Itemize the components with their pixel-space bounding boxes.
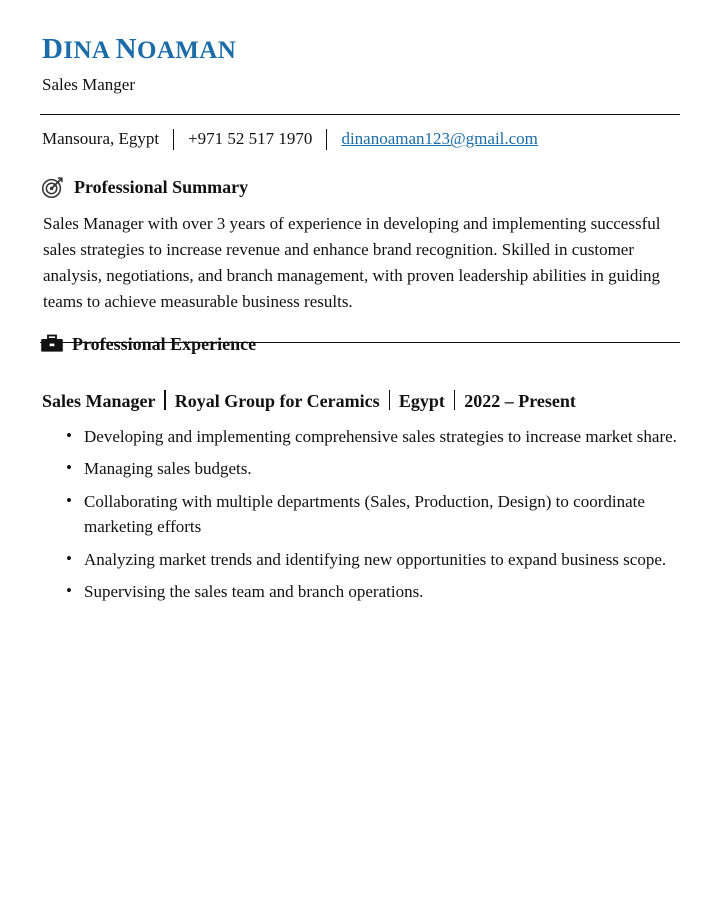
candidate-name <box>42 34 680 66</box>
list-item: • Collaborating with multiple departments (Sales, Production, Design) to coordinate marketing efforts <box>66 489 680 540</box>
experience-section-title: Professional Experience <box>72 334 257 355</box>
contact-location: Mansoura, Egypt <box>42 129 160 149</box>
summary-section-title: Professional Summary <box>74 177 249 198</box>
section-professional-summary <box>40 176 680 316</box>
summary-heading-row <box>40 176 680 200</box>
contact-row <box>40 129 680 150</box>
job-dates: 2022 – Present <box>464 390 576 411</box>
name-initial-d: D <box>42 33 64 65</box>
list-item: • Developing and implementing comprehensive sales strategies to increase market share. <box>66 424 680 450</box>
briefcase-icon <box>40 333 64 357</box>
summary-body <box>40 211 680 316</box>
name-second-rest: OAMAN <box>137 37 237 64</box>
job-separator <box>164 390 165 410</box>
contact-separator <box>326 129 327 150</box>
job-header-row <box>40 387 680 412</box>
list-item: • Analyzing market trends and identifying new opportunities to expand business scope. <box>66 547 680 573</box>
target-icon <box>40 176 64 200</box>
contact-phone: +971 52 517 1970 <box>188 129 313 149</box>
job-separator <box>389 390 390 410</box>
job-bullet-list <box>40 424 680 605</box>
summary-text: Sales Manager with over 3 years of experience in developing and implementing successful sales strategies to increase revenue and enhance brand recognition. Skilled in customer analysis, negotiations, and branch management, with proven leadership abilities in guiding teams to achieve measurable business results. <box>43 213 661 312</box>
name-first-rest: INA <box>63 37 116 64</box>
candidate-job-title: Sales Manger <box>42 74 136 94</box>
experience-heading-row <box>40 333 680 357</box>
list-item: • Managing sales budgets. <box>66 456 680 482</box>
header-divider <box>40 114 680 115</box>
job-separator <box>454 390 455 410</box>
section-professional-experience <box>40 334 680 605</box>
job-location: Egypt <box>398 390 445 411</box>
name-initial-n: N <box>115 33 137 65</box>
job-role: Sales Manager <box>42 390 156 411</box>
experience-entry <box>40 387 680 605</box>
contact-email-link[interactable]: dinanoaman123@gmail.com <box>341 129 538 149</box>
job-company: Royal Group for Ceramics <box>174 390 380 411</box>
resume-header <box>40 34 680 95</box>
list-item: • Supervising the sales team and branch operations. <box>66 579 680 605</box>
contact-separator <box>173 129 174 150</box>
